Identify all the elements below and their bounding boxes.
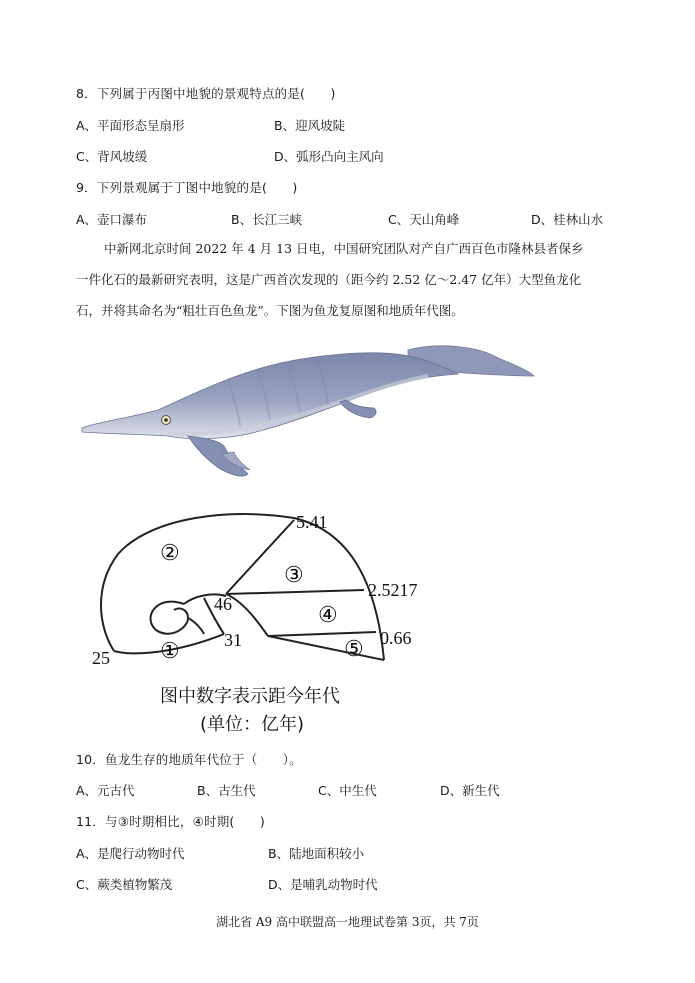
question-10-option-b: B、古生代 (197, 783, 256, 798)
passage-line-2: 一件化石的最新研究表明，这是广西首次发现的（距今约 2.52 亿～2.47 亿年）大型鱼龙化 (76, 272, 582, 287)
figure-caption-2: (单位：亿年) (200, 714, 305, 735)
question-9-option-c: C、天山角峰 (388, 212, 460, 227)
label-0-66: 0.66 (380, 628, 412, 648)
question-8-option-a: A、平面形态呈扇形 (76, 118, 185, 133)
figure-caption-1: 图中数字表示距今年代 (160, 686, 340, 707)
question-8-option-c: C、背风坡缓 (76, 149, 148, 164)
ichthyosaur-illustration (78, 336, 536, 484)
question-8-option-b: B、迎风坡陡 (274, 118, 346, 133)
label-5-41: 5.41 (296, 512, 328, 532)
question-10-option-a: A、元古代 (76, 783, 135, 798)
period-label-2: ② (160, 540, 180, 565)
period-label-4: ④ (318, 602, 338, 627)
question-11-option-d: D、是哺乳动物时代 (268, 877, 378, 892)
label-25: 25 (92, 648, 110, 668)
question-11-option-b: B、陆地面积较小 (268, 846, 365, 861)
question-11-stem: 11．与③时期相比，④时期( ) (76, 814, 265, 829)
period-label-1: ① (160, 638, 180, 663)
passage-line-1: 中新网北京时间 2022 年 4 月 13 日电，中国研究团队对产自广西百色市隆林县者保乡 (104, 241, 584, 256)
spiral-outer-arc (101, 514, 384, 660)
question-10-option-d: D、新生代 (440, 783, 500, 798)
question-9-option-d: D、桂林山水 (531, 212, 604, 227)
spiral-inner-curl (151, 602, 188, 634)
geologic-time-spiral-diagram (84, 506, 430, 738)
passage-line-3: 石，并将其命名为“粗壮百色鱼龙”。下图为鱼龙复原图和地质年代图。 (76, 303, 464, 318)
question-11-option-c: C、蕨类植物繁茂 (76, 877, 173, 892)
question-11-option-a: A、是爬行动物时代 (76, 846, 185, 861)
question-10-stem: 10．鱼龙生存的地质年代位于（ ）。 (76, 752, 302, 767)
label-2-5217: 2.5217 (368, 580, 418, 600)
question-9-stem: 9．下列景观属于丁图中地貌的是( ) (76, 180, 298, 195)
question-8-stem: 8．下列属于丙图中地貌的景观特点的是( ) (76, 86, 336, 101)
period-label-3: ③ (284, 562, 304, 587)
question-10-option-c: C、中生代 (318, 783, 377, 798)
question-9-option-b: B、长江三峡 (231, 212, 303, 227)
question-9-option-a: A、壶口瀑布 (76, 212, 148, 227)
question-8-option-d: D、弧形凸向主风向 (274, 149, 384, 164)
label-31: 31 (224, 630, 242, 650)
reading-passage (76, 233, 624, 326)
label-46: 46 (214, 594, 232, 614)
period-label-5: ⑤ (344, 636, 364, 661)
page-footer: 湖北省 A9 高中联盟高一地理试卷第 3页，共 7页 (216, 915, 479, 929)
